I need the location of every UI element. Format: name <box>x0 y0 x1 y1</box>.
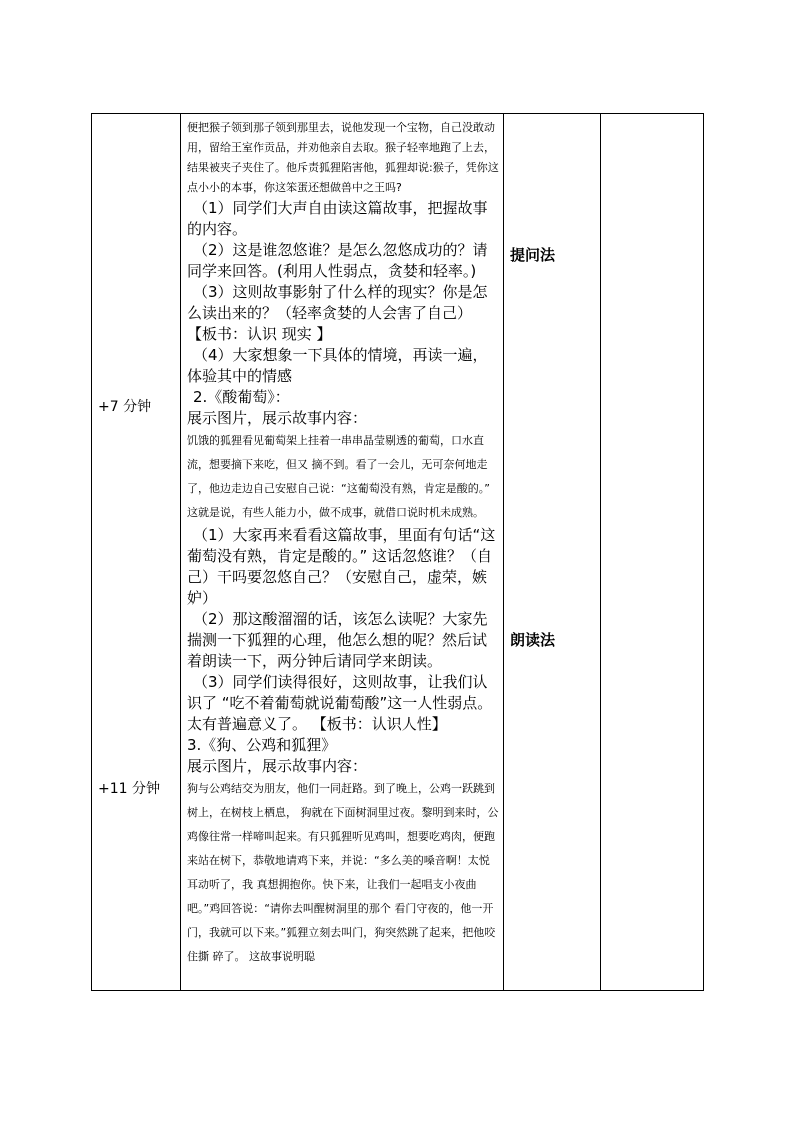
method-reading-aloud: 朗读法 <box>510 631 556 649</box>
lesson-content <box>181 114 503 990</box>
question-2-1: （1）大家再来看看这篇故事，里面有句话“这葡萄没有熟，肯定是酸的。” 这话忽悠谁？（自己）干吗要忽悠自己？（安慰自己，虚荣，嫉妒） <box>187 526 496 607</box>
method-column <box>504 114 601 991</box>
question-2-2: （2）那这酸溜溜的话，该怎么读呢？大家先揣测一下狐狸的心理，他怎么想的呢？然后试着朗读一下，两分钟后请同学来朗读。 <box>187 610 488 670</box>
method-questioning: 提问法 <box>510 246 556 264</box>
story2: 饥饿的狐狸看见葡萄架上挂着一串串晶莹剔透的葡萄，口水直流，想要摘下来吃，但又 摘不到。看了一会儿，无可奈何地走了，他边走边自己安慰自己说：“这葡萄没有熟，肯定是酸的。” 这就是说，有些人能力小，做不成事，就借口说时机未成熟。 <box>187 434 490 519</box>
show-picture-3: 展示图片，展示故事内容： <box>187 757 368 775</box>
question-1-4: （4）大家想象一下具体的情境，再读一遍，体验其中的情感 <box>187 346 488 385</box>
section-title-3: 3.《狗、公鸡和狐狸》 <box>187 736 337 754</box>
time-column <box>92 114 181 991</box>
question-1-1: （1）同学们大声自由读这篇故事，把握故事的内容。 <box>187 199 488 238</box>
content-column <box>181 114 504 991</box>
story1-tail: 便把猴子领到那子领到那里去，说他发现一个宝物，自己没敢动用，留给王室作贡品，并劝他亲自去取。猴子轻率地跑了上去，结果被夹子夹住了。他斥责狐狸陷害他，狐狸却说:猴子，凭你这点小小的本事，你这笨蛋还想做兽中之王吗? <box>187 121 499 194</box>
lesson-plan-table <box>91 113 704 991</box>
section-title-2: 2.《酸葡萄》： <box>193 388 290 406</box>
question-2-3: （3）同学们读得很好，这则故事，让我们认识了 “吃不着葡萄就说葡萄酸”这一人性弱点。太有普遍意义了。 【板书：认识人性】 <box>187 673 493 733</box>
question-1-2: （2）这是谁忽悠谁？是怎么忽悠成功的？请同学来回答。(利用人性弱点，贪婪和轻率。) <box>187 241 488 280</box>
time-marker-7: +7 分钟 <box>98 399 152 415</box>
question-1-3: （3）这则故事影射了什么样的现实？你是怎么读出来的？（轻率贪婪的人会害了自己） <box>187 283 488 322</box>
show-picture-2: 展示图片，展示故事内容： <box>187 409 368 427</box>
board-note-1: 【板书：认识 现实 】 <box>187 325 332 343</box>
story3: 狗与公鸡结交为朋友，他们一同赶路。到了晚上，公鸡一跃跳到树上，在树枝上栖息， 狗就在下面树洞里过夜。黎明到来时，公鸡像往常一样啼叫起来。有只狐狸听见鸡叫，想要吃鸡肉，便跑来站在树下，恭敬地请鸡下来，并说：“多么美的嗓音啊！太悦耳动听了，我 真想拥抱你。快下来，让我们一起唱支小夜曲吧。”鸡回答说：“请你去叫醒树洞里的那个 看门守夜的，他一开门，我就可以下来。”狐狸立刻去叫门，狗突然跳了起来，把他咬住撕 碎了。 这故事说明聪 <box>187 782 499 963</box>
notes-column <box>601 114 704 991</box>
time-marker-11: +11 分钟 <box>98 781 160 797</box>
